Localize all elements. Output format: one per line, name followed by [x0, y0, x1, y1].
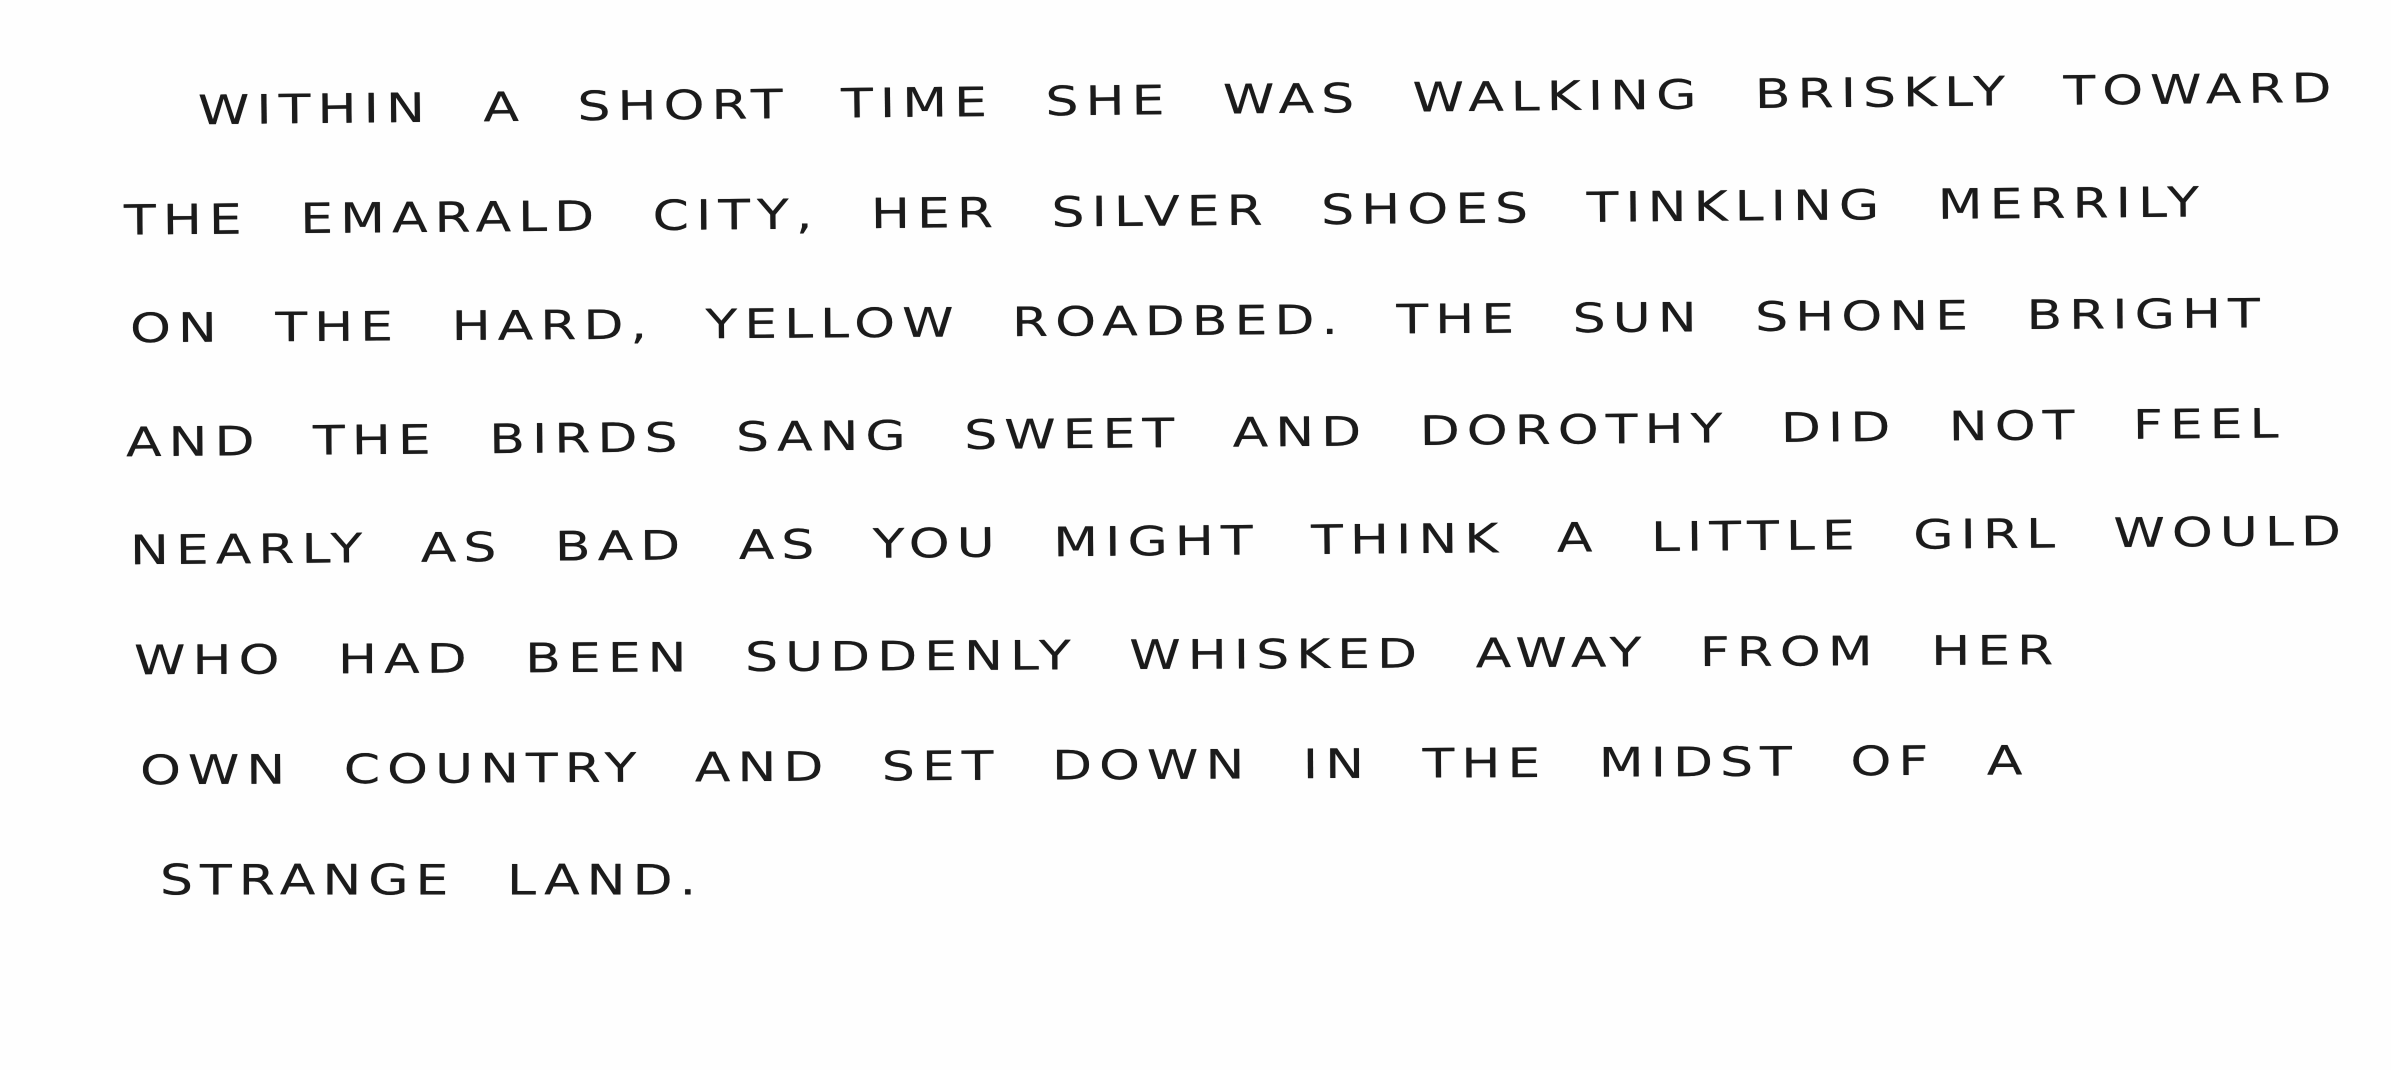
handwritten-line: OWN COUNTRY AND SET DOWN IN THE MIDST OF A [139, 737, 2030, 795]
handwritten-line: NEARLY AS BAD AS YOU MIGHT THINK A LITTLE GIRL WOULD [129, 508, 2349, 575]
handwritten-line: WHO HAD BEEN SUDDENLY WHISKED AWAY FROM HER [133, 627, 2061, 685]
handwritten-line: THE EMARALD CITY, HER SILVER SHOES TINKLING MERRILY [123, 178, 2207, 245]
handwritten-line: WITHIN A SHORT TIME SHE WAS WALKING BRISKLY TOWARD [197, 65, 2339, 135]
handwritten-line: ON THE HARD, YELLOW ROADBED. THE SUN SHONE BRIGHT [129, 290, 2267, 353]
handwritten-line: STRANGE LAND. [160, 857, 704, 905]
handwritten-line: AND THE BIRDS SANG SWEET AND DOROTHY DID NOT FEEL [125, 400, 2286, 467]
